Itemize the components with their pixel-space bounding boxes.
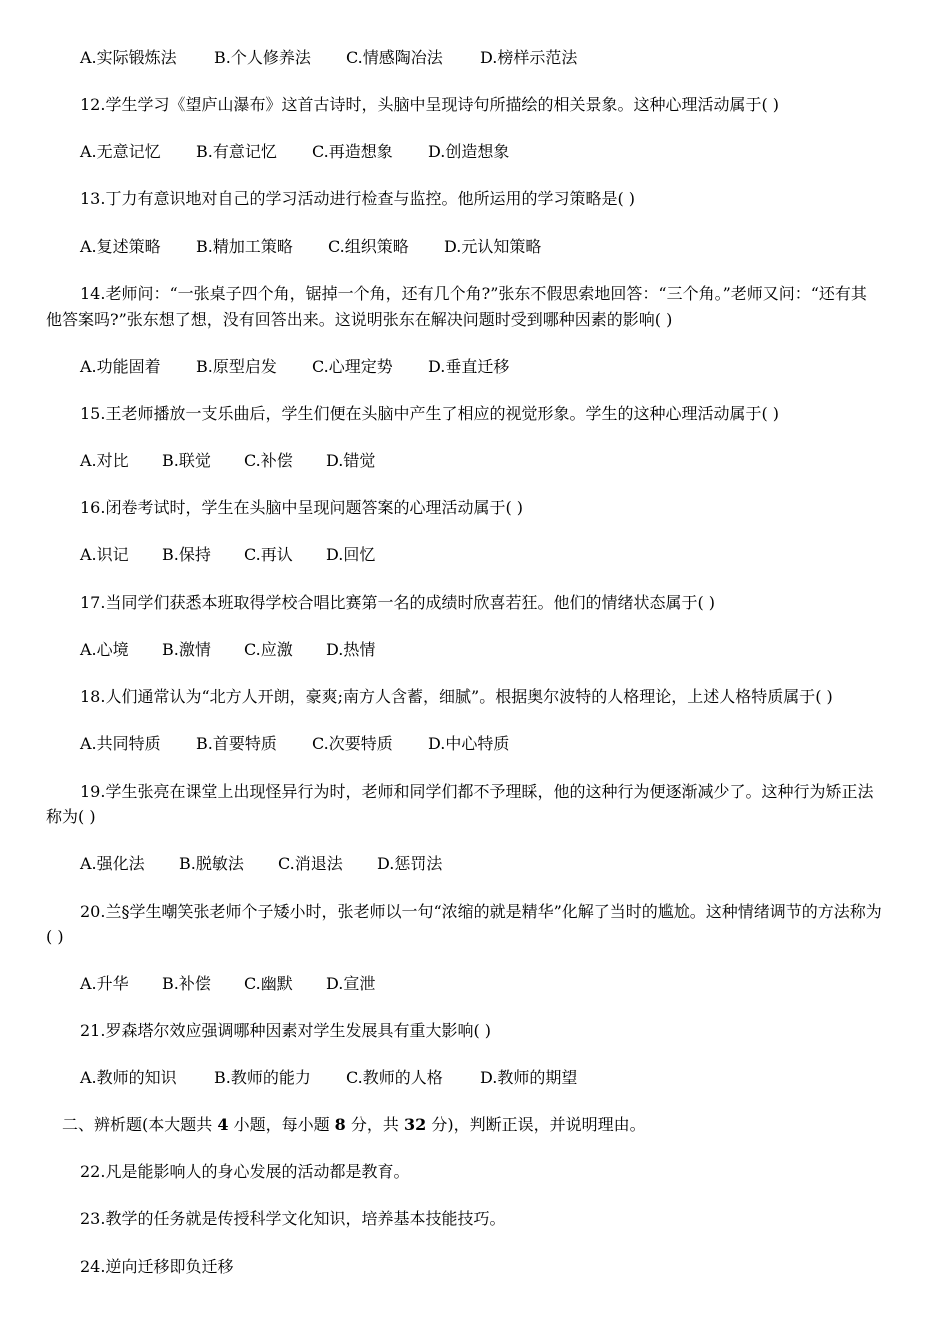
q14-stem-line1: 14.老师问：“一张桌子四个角，锯掉一个角，还有几个角?”张东不假思索地回答：“三个角。”老师又问：“还有其 xyxy=(80,284,867,303)
q13-option-a: A.复述策略 xyxy=(80,237,161,256)
q19-stem-line2: 称为( ) xyxy=(46,807,96,826)
q13-option-d: D.元认知策略 xyxy=(444,237,542,256)
q16-option-a: A.识记 xyxy=(80,545,129,564)
q21-stem: 21.罗森塔尔效应强调哪种因素对学生发展具有重大影响( ) xyxy=(80,1021,492,1040)
q14-option-d: D.垂直迁移 xyxy=(428,357,510,376)
q21-option-c: C.教师的人格 xyxy=(346,1068,443,1087)
q15-option-c: C.补偿 xyxy=(244,451,293,470)
q13-stem: 13.丁力有意识地对自己的学习活动进行检查与监控。他所运用的学习策略是( ) xyxy=(80,189,636,208)
q19-options xyxy=(80,854,442,874)
q17-option-c: C.应激 xyxy=(244,640,293,659)
section-heading-analysis: 二、辨析题(本大题共 4 小题，每小题 8 分，共 32 分)，判断正误，并说明理由。 xyxy=(62,1115,646,1134)
q16-options xyxy=(80,545,375,565)
q17-options xyxy=(80,640,375,660)
q24-stem: 24.逆向迁移即负迁移 xyxy=(80,1257,234,1276)
q17-option-d: D.热情 xyxy=(326,640,376,659)
q21-option-d: D.教师的期望 xyxy=(480,1068,578,1087)
q23-stem: 23.教学的任务就是传授科学文化知识，培养基本技能技巧。 xyxy=(80,1209,506,1228)
q16-stem: 16.闭卷考试时，学生在头脑中呈现问题答案的心理活动属于( ) xyxy=(80,498,524,517)
q17-option-a: A.心境 xyxy=(80,640,129,659)
q14-option-c: C.心理定势 xyxy=(312,357,393,376)
q14-options xyxy=(80,357,509,377)
q17-option-b: B.激情 xyxy=(162,640,211,659)
q19-option-d: D.惩罚法 xyxy=(377,854,443,873)
q15-option-a: A.对比 xyxy=(80,451,129,470)
q16-option-b: B.保持 xyxy=(162,545,211,564)
q17-stem: 17.当同学们获悉本班取得学校合唱比赛第一名的成绩时欣喜若狂。他们的情绪状态属于( ) xyxy=(80,593,716,612)
q12-option-c: C.再造想象 xyxy=(312,142,393,161)
q11-option-a: A.实际锻炼法 xyxy=(80,48,177,67)
q18-options xyxy=(80,734,509,754)
q12-stem: 12.学生学习《望庐山瀑布》这首古诗时，头脑中呈现诗句所描绘的相关景象。这种心理活动属于( ) xyxy=(80,95,780,114)
q19-option-b: B.脱敏法 xyxy=(179,854,244,873)
q11-option-d: D.榜样示范法 xyxy=(480,48,578,67)
q20-option-a: A.升华 xyxy=(80,974,129,993)
q20-stem-line1: 20.兰§学生嘲笑张老师个子矮小时，张老师以一句“浓缩的就是精华”化解了当时的尴尬。这种情绪调节的方法称为 xyxy=(80,902,882,921)
q18-option-a: A.共同特质 xyxy=(80,734,161,753)
q18-option-b: B.首要特质 xyxy=(196,734,277,753)
q11-option-c: C.情感陶冶法 xyxy=(346,48,443,67)
q15-stem: 15.王老师播放一支乐曲后，学生们便在头脑中产生了相应的视觉形象。学生的这种心理活动属于( ) xyxy=(80,404,780,423)
q15-option-b: B.联觉 xyxy=(162,451,211,470)
q19-stem-line1: 19.学生张亮在课堂上出现怪异行为时，老师和同学们都不予理睬，他的这种行为便逐渐减少了。这种行为矫正法 xyxy=(80,782,874,801)
q12-option-d: D.创造想象 xyxy=(428,142,510,161)
q20-stem-line2: ( ) xyxy=(46,927,64,946)
q14-option-a: A.功能固着 xyxy=(80,357,161,376)
q14-stem-line2: 他答案吗?”张东想了想，没有回答出来。这说明张东在解决问题时受到哪种因素的影响( ) xyxy=(46,310,673,329)
q12-option-a: A.无意记忆 xyxy=(80,142,161,161)
q16-option-d: D.回忆 xyxy=(326,545,376,564)
q13-option-c: C.组织策略 xyxy=(328,237,409,256)
q15-option-d: D.错觉 xyxy=(326,451,376,470)
q18-option-d: D.中心特质 xyxy=(428,734,510,753)
q12-options xyxy=(80,142,509,162)
q20-option-d: D.宣泄 xyxy=(326,974,376,993)
q11-options xyxy=(80,48,577,68)
q21-option-a: A.教师的知识 xyxy=(80,1068,177,1087)
q20-option-c: C.幽默 xyxy=(244,974,293,993)
q21-options xyxy=(80,1068,577,1088)
q16-option-c: C.再认 xyxy=(244,545,293,564)
q11-option-b: B.个人修养法 xyxy=(214,48,311,67)
q12-option-b: B.有意记忆 xyxy=(196,142,277,161)
q19-option-a: A.强化法 xyxy=(80,854,145,873)
q22-stem: 22.凡是能影响人的身心发展的活动都是教育。 xyxy=(80,1162,410,1181)
q14-option-b: B.原型启发 xyxy=(196,357,277,376)
q13-options xyxy=(80,237,541,257)
q18-option-c: C.次要特质 xyxy=(312,734,393,753)
q15-options xyxy=(80,451,375,471)
q19-option-c: C.消退法 xyxy=(278,854,343,873)
q20-options xyxy=(80,974,375,994)
q18-stem: 18.人们通常认为“北方人开朗，豪爽;南方人含蓄，细腻”。根据奥尔波特的人格理论，上述人格特质属于( ) xyxy=(80,687,833,706)
q13-option-b: B.精加工策略 xyxy=(196,237,293,256)
q20-option-b: B.补偿 xyxy=(162,974,211,993)
q21-option-b: B.教师的能力 xyxy=(214,1068,311,1087)
